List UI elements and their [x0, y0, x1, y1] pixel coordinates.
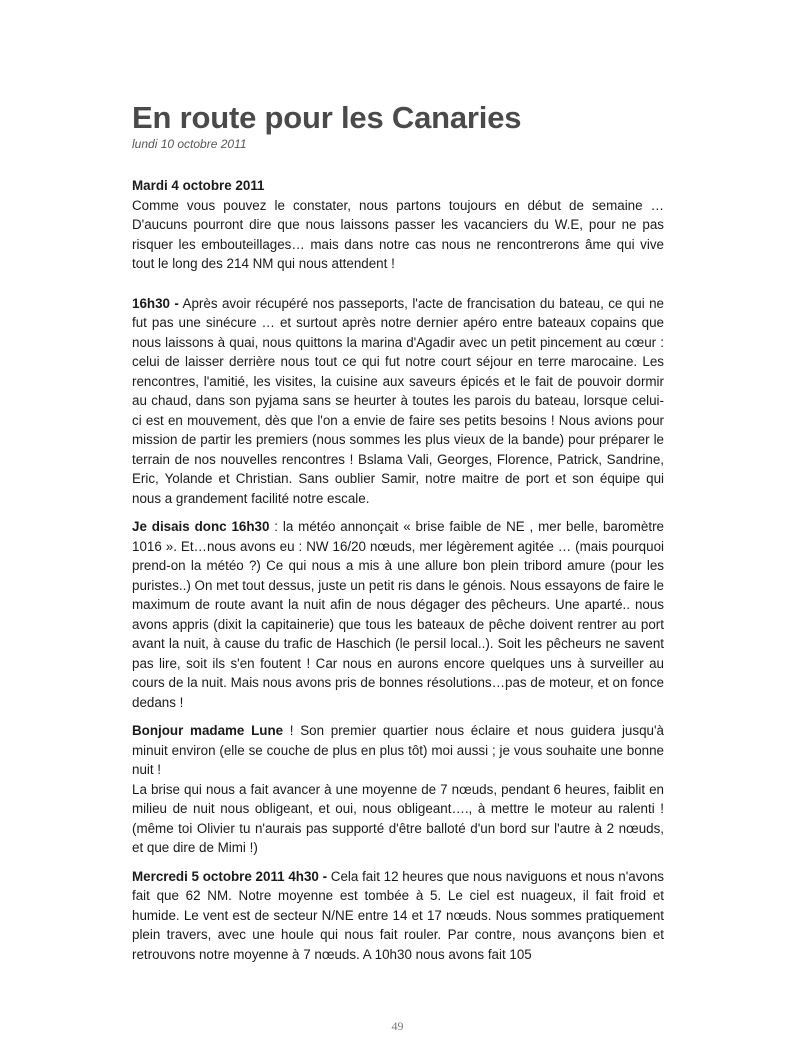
- spacer: [132, 508, 664, 517]
- page-title: En route pour les Canaries: [132, 100, 522, 135]
- paragraph-text: La brise qui nous a fait avancer à une moyenne de 7 nœuds, pendant 6 heures, faiblit en milieu de nuit nous obligeant, et oui, nous obligeant…., à mettre le moteur au ralenti ! (même toi Olivier tu n'aurais pas supporté d'être balloté d'un bord sur l'autre à 2 nœuds, et que dire de Mimi !): [132, 781, 664, 855]
- page-number: 49: [391, 1019, 404, 1033]
- paragraph-text: ! Son premier quartier nous éclaire et nous guidera jusqu'à minuit environ (elle se couche de plus en plus tôt) moi aussi ; je vous souhaite une bonne nuit !: [132, 723, 664, 777]
- paragraph: [132, 721, 664, 858]
- document-page: [132, 98, 664, 964]
- post-date: lundi 10 octobre 2011: [132, 137, 247, 151]
- spacer: [132, 712, 664, 721]
- paragraph: [132, 176, 664, 274]
- paragraph-lead: Mercredi 5 octobre 2011 4h30 -: [132, 868, 328, 884]
- spacer: [132, 858, 664, 867]
- paragraph-lead: 16h30 -: [132, 295, 179, 311]
- paragraph: [132, 294, 664, 509]
- paragraph-text: : la météo annonçait « brise faible de NE , mer belle, baromètre 1016 ». Et…nous avons eu : NW 16/20 nœuds, mer légèrement agitée … (mais pourquoi prend-on la météo ?) Ce qui nous a mis à une allure bon plein tribord amure (pour les puristes..) On met tout dessus, juste un petit ris dans le génois. Nous essayons de faire le maximum de route avant la nuit afin de nous dégager des pêcheurs. Une aparté.. nous avons appris (dixit la capitainerie) que tous les bateaux de pêche doivent rentrer au port avant la nuit, à cause du trafic de Haschich (le persil local..). Soit les pêcheurs ne savent pas lire, soit ils s'en foutent ! Car nous en aurons encore quelques uns à surveiller au cours de la nuit. Mais nous avons pris de bonnes résolutions…pas de moteur, et on fonce dedans !: [132, 519, 664, 710]
- paragraph-text: Après avoir récupéré nos passeports, l'acte de francisation du bateau, ce qui ne fut pas une sinécure … et surtout après notre dernier apéro entre bateaux copains que nous laissons à quai, nous quittons la marina d'Agadir avec un petit pincement au cœur : celui de laisser derrière nous tout ce qui fut notre court séjour en terre marocaine. Les rencontres, l'amitié, les visites, la cuisine aux saveurs épicés et le fait de pouvoir dormir au chaud, dans son pyjama sans se heurter à toutes les parois du bateau, lorsque celui-ci est en mouvement, dès que l'on a envie de faire ses petits besoins ! Nous avions pour mission de partir les premiers (nous sommes les plus vieux de la bande) pour préparer le terrain de nos nouvelles rencontres ! Bslama Vali, Georges, Florence, Patrick, Sandrine, Eric, Yolande et Christian. Sans oublier Samir, notre maitre de port et son équipe qui nous a grandement facilité notre escale.: [132, 295, 664, 506]
- spacer: [132, 274, 664, 294]
- paragraph-lead: Je disais donc 16h30: [132, 519, 270, 534]
- paragraph-lead: Bonjour madame Lune: [132, 723, 284, 738]
- paragraph-text: Cela fait 12 heures que nous naviguons et nous n'avons fait que 62 NM. Notre moyenne est tombée à 5. Le ciel est nuageux, il fait froid et humide. Le vent est de secteur N/NE entre 14 et 17 nœuds. Nous sommes pratiquement plein travers, avec une houle qui nous fait rouler. Par contre, nous avançons bien et retrouvons notre moyenne à 7 nœuds. A 10h30 nous avons fait 105: [132, 868, 664, 962]
- paragraph-text: Comme vous pouvez le constater, nous partons toujours en début de semaine …D'aucuns pourront dire que nous laissons passer les vacanciers du W.E, pour ne pas risquer les embouteillages… mais dans notre cas nous ne rencontrerons âme qui vive tout le long des 214 NM qui nous attendent !: [132, 197, 664, 271]
- paragraph: [132, 867, 664, 965]
- paragraph-lead: Mardi 4 octobre 2011: [132, 178, 265, 193]
- paragraph: [132, 517, 664, 712]
